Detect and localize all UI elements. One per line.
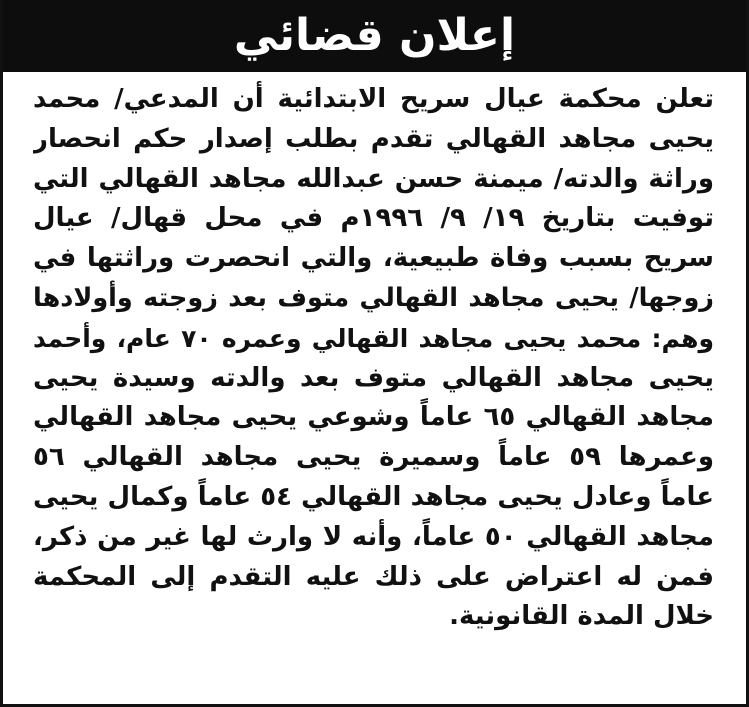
notice-line: تعلن محكمة عيال سريح الابتدائية أن المدعي/ محمد	[33, 84, 714, 114]
notice-line: يحيى مجاهد القهالي متوف بعد والدته وسيدة يحيى	[33, 362, 714, 393]
notice-line: مجاهد القهالي ٦٥ عاماً وشوعي يحيى مجاهد القهالي	[33, 402, 714, 433]
notice-line: توفيت بتاريخ ١٩/ ٩/ ١٩٩٦م في محل قهال/ عيال	[33, 203, 714, 234]
notice-line: يحيى مجاهد القهالي تقدم بطلب إصدار حكم انحصار	[33, 123, 714, 154]
notice-line: سريح بسبب وفاة طبيعية، والتي انحصرت وراثتها في	[33, 243, 714, 274]
notice-line: وهم: محمد يحيى مجاهد القهالي وعمره ٧٠ عام، وأحمد	[33, 323, 714, 353]
notice-line: عاماً وعادل يحيى مجاهد القهالي ٥٤ عاماً وكمال يحيى	[33, 481, 714, 512]
notice-line: وراثة والدته/ ميمنة حسن عبدالله مجاهد القهالي التي	[33, 163, 714, 194]
notice-header	[3, 0, 746, 72]
notice-line: فمن له اعتراض على ذلك عليه التقدم إلى المحكمة	[33, 561, 714, 592]
notice-line: زوجها/ يحيى مجاهد القهالي متوف بعد زوجته وأولادها	[33, 282, 714, 313]
notice-line: مجاهد القهالي ٥٠ عاماً، وأنه لا وارث لها غير من ذكر،	[33, 521, 714, 552]
notice-line-last: خلال المدة القانونية.	[449, 601, 714, 632]
notice-title: إعلان قضائي	[233, 10, 516, 61]
notice-body	[33, 80, 714, 637]
notice-line: وعمرها ٥٩ عاماً وسميرة يحيى مجاهد القهالي ٥٦	[33, 442, 714, 473]
